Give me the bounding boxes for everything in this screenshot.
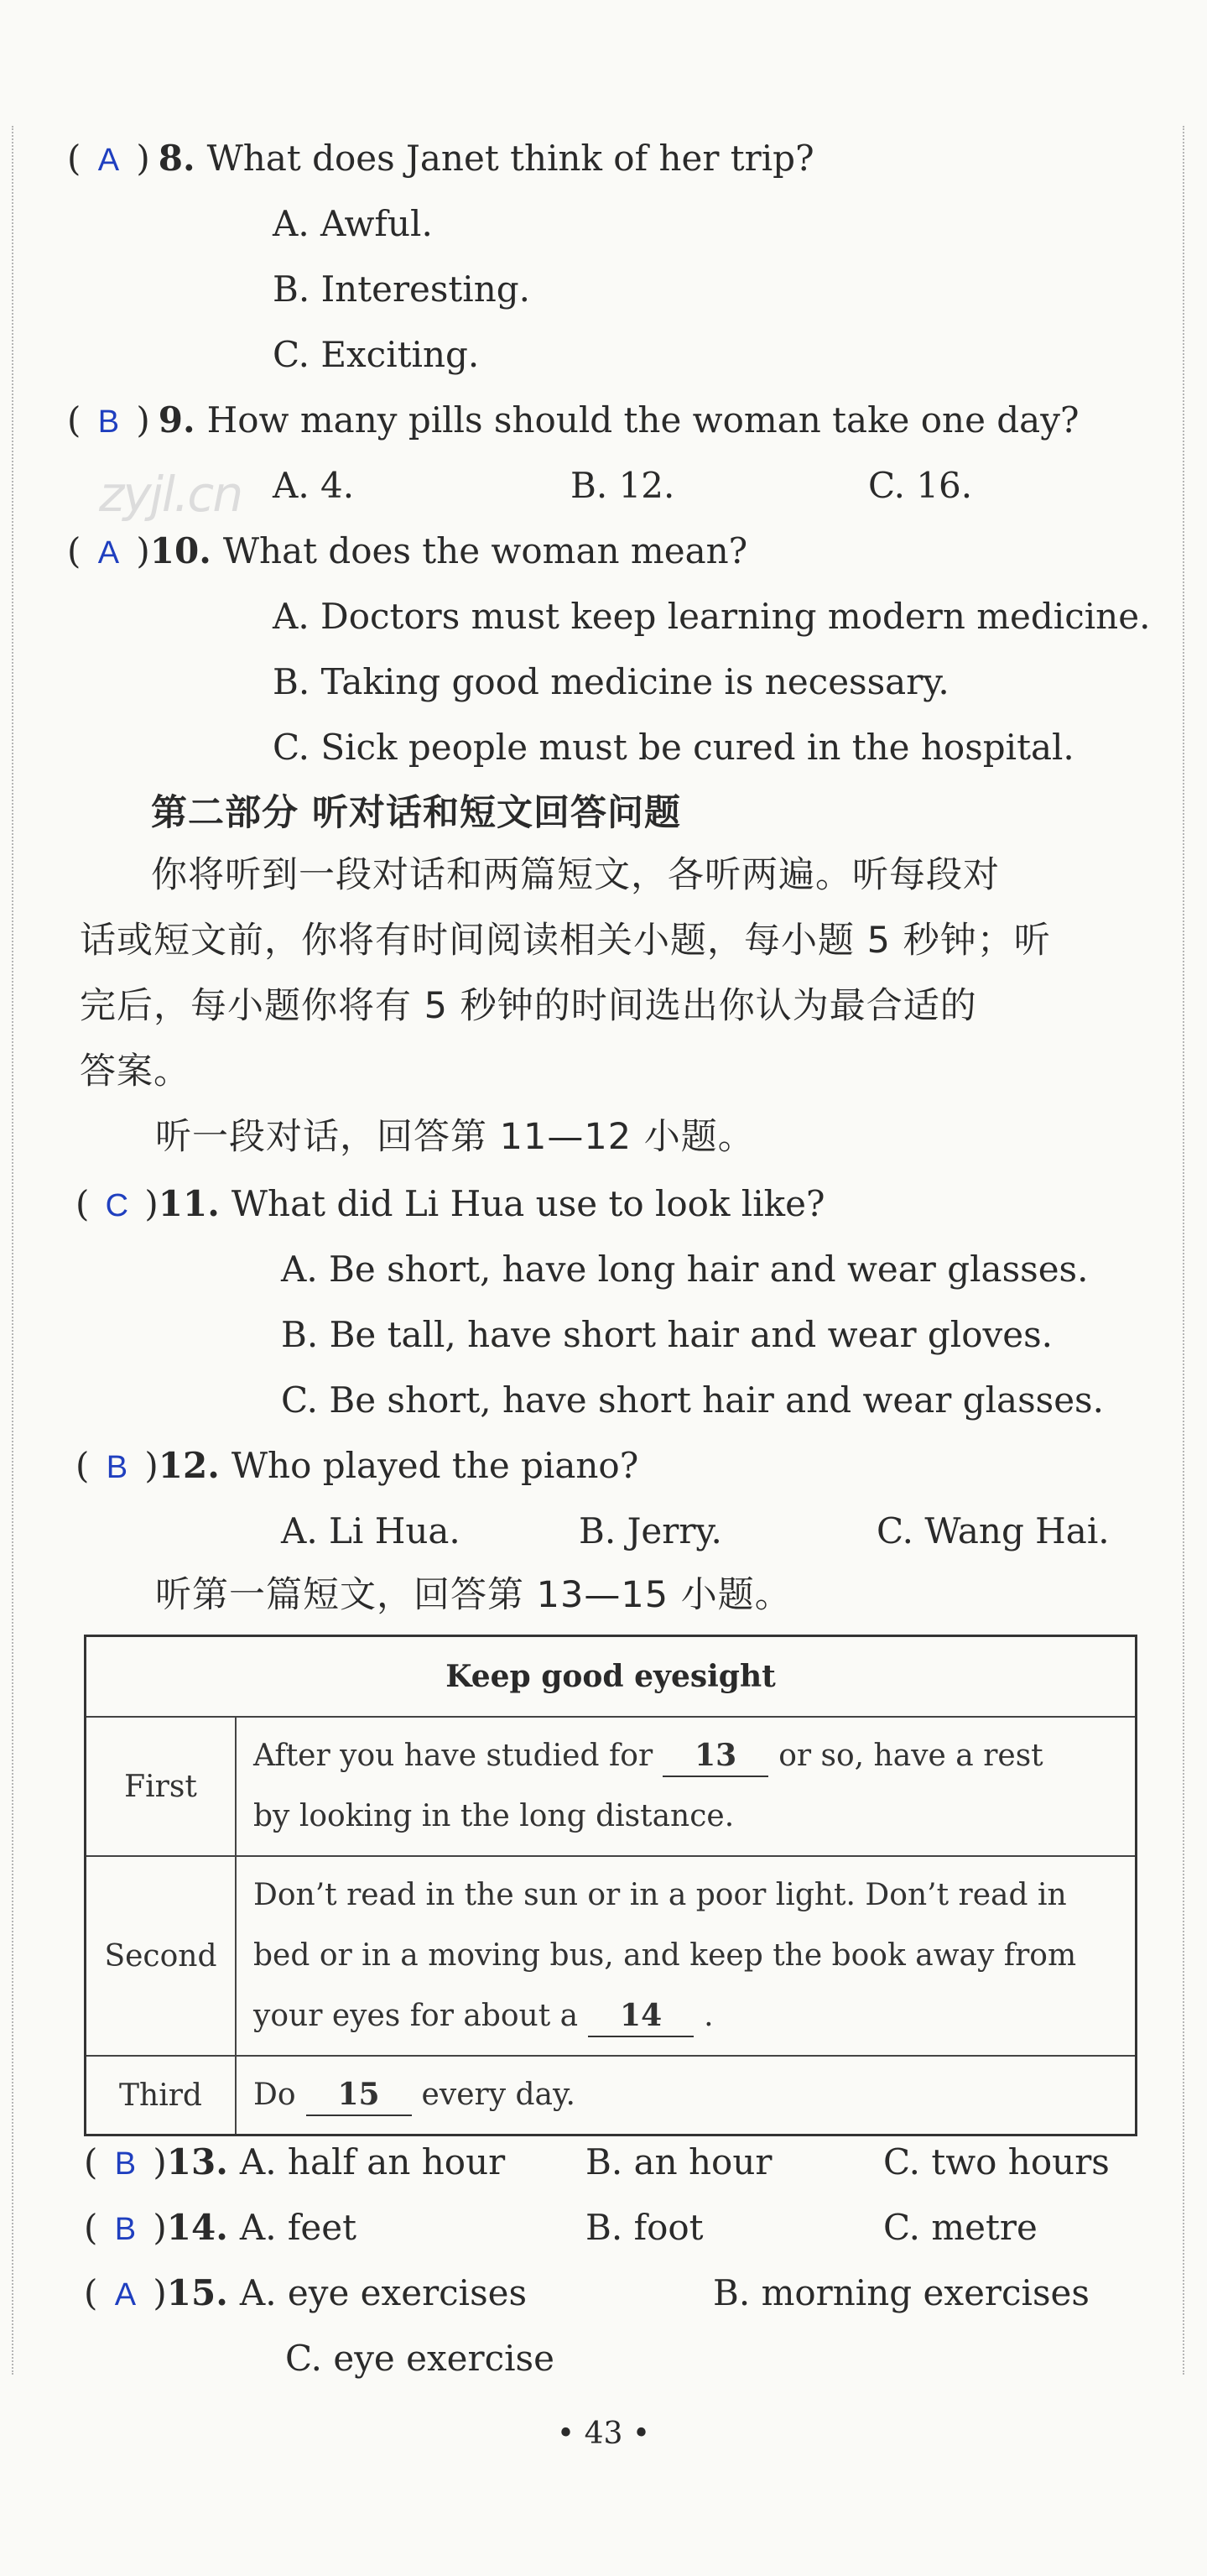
question-11: ( C )11. What did Li Hua use to look like? bbox=[75, 1183, 825, 1224]
table-title: Keep good eyesight bbox=[86, 1636, 1137, 1718]
watermark: zyjl.cn bbox=[99, 466, 242, 523]
question-13: ( B )13. A. half an hour bbox=[84, 2141, 506, 2182]
dialogue-intro: 听一段对话，回答第 11—12 小题。 bbox=[155, 1116, 755, 1158]
question-9: ( B ) 9. How many pills should the woman take one day? bbox=[67, 399, 1080, 441]
eyesight-table bbox=[84, 1635, 1137, 2136]
passage-intro: 听第一篇短文，回答第 13—15 小题。 bbox=[155, 1574, 792, 1616]
question-15: ( A )15. A. eye exercises bbox=[84, 2272, 528, 2313]
right-margin-line bbox=[1183, 126, 1184, 2375]
question-12: ( B )12. Who played the piano? bbox=[75, 1445, 639, 1486]
table-row: First After you have studied for 13 or so, have a rest by looking in the long distance. bbox=[86, 1717, 1137, 1856]
question-8: ( A ) 8. What does Janet think of her trip? bbox=[67, 138, 814, 179]
answer: A bbox=[97, 143, 120, 178]
question-10: ( A )10. What does the woman mean? bbox=[67, 530, 748, 571]
page-number: • 43 • bbox=[556, 2417, 651, 2451]
table-row: Second Don’t read in the sun or in a poor light. Don’t read in bed or in a moving bus, and keep the book away from your eyes for about a 14 . bbox=[86, 1856, 1137, 2056]
question-14: ( B )14. A. feet bbox=[84, 2207, 357, 2248]
left-margin-line bbox=[12, 126, 13, 2375]
table-row: Third Do 15 every day. bbox=[86, 2056, 1137, 2135]
section-title: 第二部分 听对话和短文回答问题 bbox=[151, 792, 681, 834]
